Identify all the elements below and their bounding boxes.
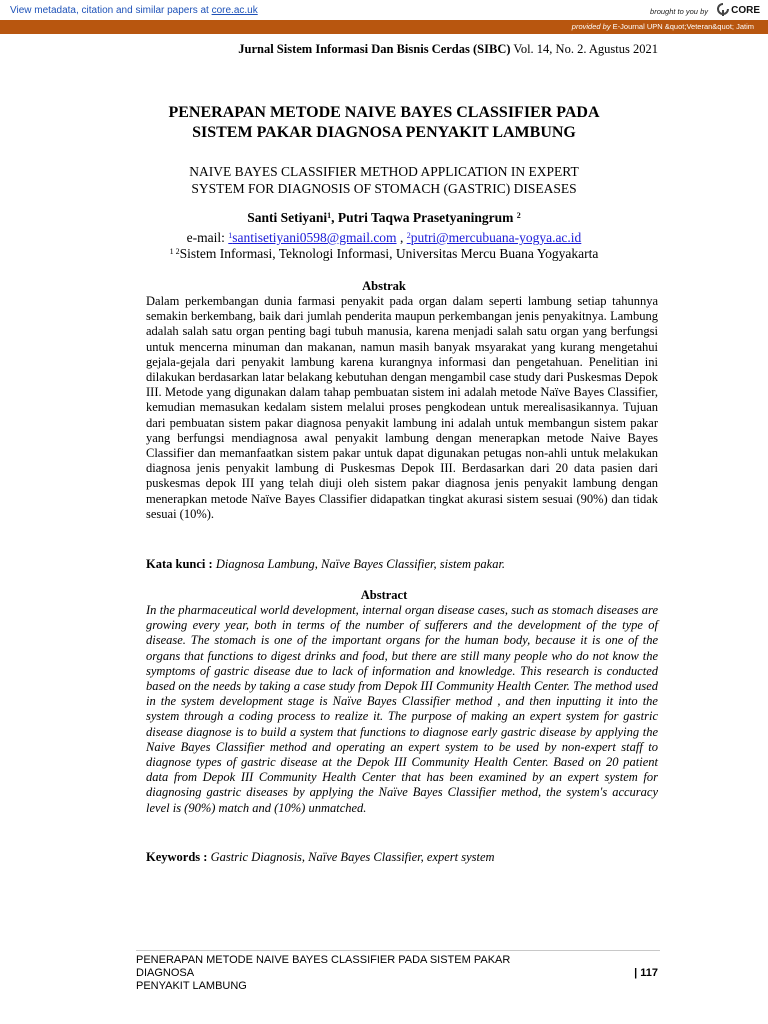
affiliation: [100, 246, 668, 262]
kata-kunci-text: Diagnosa Lambung, Naïve Bayes Classifier, sistem pakar.: [215, 557, 506, 571]
author-1-sup: 1: [327, 211, 332, 220]
core-metadata-text: [10, 5, 258, 16]
paper-title-line2: SISTEM PAKAR DIAGNOSA PENYAKIT LAMBUNG: [192, 124, 576, 141]
email-separator: ,: [396, 230, 407, 245]
footer-line1: PENERAPAN METODE NAIVE BAYES CLASSIFIER PADA SISTEM PAKAR DIAGNOSA: [136, 954, 511, 979]
keywords-text: Gastric Diagnosis, Naïve Bayes Classifier, expert system: [210, 850, 495, 864]
english-title-line1: NAIVE BAYES CLASSIFIER METHOD APPLICATION IN EXPERT: [189, 164, 579, 179]
affiliation-text: Sistem Informasi, Teknologi Informasi, Universitas Mercu Buana Yogyakarta: [179, 246, 599, 261]
author-separator: ,: [331, 210, 338, 225]
core-logo[interactable]: [717, 2, 760, 18]
abstrak-heading: Abstrak: [362, 279, 406, 293]
email-link-1[interactable]: [228, 230, 396, 245]
journal-name: Jurnal Sistem Informasi Dan Bisnis Cerdas (SIBC): [238, 42, 511, 56]
core-metadata-label: View metadata, citation and similar papers at: [10, 5, 212, 16]
keywords-label: Keywords :: [146, 850, 211, 864]
paper-english-title: [100, 163, 668, 197]
abstract-heading: Abstract: [360, 588, 408, 602]
author-2-sup: 2: [516, 211, 521, 220]
core-header: [0, 0, 768, 20]
email-2-text: putri@mercubuana-yogya.ac.id: [410, 230, 582, 245]
email-label: e-mail:: [186, 230, 229, 245]
journal-issue: Vol. 14, No. 2. Agustus 2021: [510, 42, 658, 56]
paper-title: [100, 103, 668, 143]
footer-divider: [136, 950, 660, 951]
core-provided-bar: [0, 20, 768, 34]
paper-title-line1: PENERAPAN METODE NAIVE BAYES CLASSIFIER PADA: [168, 104, 600, 121]
page-number: | 117: [634, 967, 658, 979]
abstrak-body: Dalam perkembangan dunia farmasi penyakit pada organ dalam seperti lambung setiap tahunnya semakin berkembang, baik dari jumlah penderita maupun perkembangan jenis penyakitnya. Lambung adalah salah satu organ penting bagi tubuh manusia, karena menjadi salah satu organ yang berfungsi untuk mencerna minuman dan makanan, namun masih banyak msyarakat yang kurang mengetahui gejala-gejala dari penyakit lambung karena kurangnya informasi dan pengetahuan. Penelitian ini dilakukan berdasarkan latar belakang kebutuhan dengan mengambil case study dari Puskesmas Depok III. Metode yang digunakan dalam tahap pembuatan sistem ini adalah metode Naïve Bayes Classifier, kemudian memasukan kedalam sistem melalui proses pengkodean untuk merealisasikannya. Tujuan dari pembuatan sistem pakar diagnosa penyakit lambung ini adalah untuk membangun sistem pakar yang berfungsi mendiagnosa awal penyakit lambung dengan menerapkan metode Naive Bayes Classifier dan memanfaatkan sistem pakar untuk dapat digunakan petugas non-ahli untuk melakukan diagnosa jenis penyakit lambung di Puskesmas Depok III. Berdasarkan dari 20 data pasien dari puskesmas depok III yang telah diuji oleh sistem pakar diagnosa jenis penyakit lambung dengan menerapkan metode Naïve Bayes Classifier didapatkan tingkat akurasi sistem sesuai (90%) dan tidak sesuai (10%).: [146, 294, 658, 521]
kata-kunci-label: Kata kunci :: [146, 557, 216, 571]
email-2-sup: 2: [406, 231, 411, 240]
footer-line2: PENYAKIT LAMBUNG: [136, 980, 247, 992]
core-link[interactable]: core.ac.uk: [211, 5, 258, 16]
core-logo-icon: [717, 3, 729, 17]
author-1: Santi Setiyani: [247, 210, 328, 225]
brought-to-you-text: brought to you by: [650, 7, 708, 16]
provided-by-text: [572, 22, 754, 31]
page-footer: [136, 954, 556, 993]
email-1-text: santisetiyani0598@gmail.com: [232, 230, 397, 245]
english-title-line2: SYSTEM FOR DIAGNOSIS OF STOMACH (GASTRIC) DISEASES: [191, 181, 577, 196]
core-logo-text: CORE: [731, 4, 760, 16]
keywords: [146, 850, 658, 865]
abstract-body: In the pharmaceutical world development, internal organ disease cases, such as stomach diseases are growing every year, both in terms of the number of sufferers and the development of the type of disease. The stomach is one of the important organs for the human body, because it is one of the organs that functions to digest drinks and food, but there are still many people who do not know the symptoms of gastric disease due to lack of information and knowledge. This research is conducted based on the needs by taking a case study from Depok III Community Health Center. The method used in the system development stage is Naïve Bayes Classifier method , and then inputting it into the system through a coding process to realize it. The purpose of making an expert system for gastric disease diagnose is to build a system that functions to diagnose early gastric disease by applying the Naive Bayes Classifier method and operating an expert system to be used by non-expert staff to diagnose types of gastric disease at the Depok III Community Health Center. Based on 20 patient data from Depok III Community Health Center that has been examined by an expert system for diagnosing gastric diseases by applying the Naïve Bayes Classifier method, the system's accuracy level is (90%) match and (10%) unmatched.: [146, 603, 658, 815]
email-1-sup: 1: [228, 231, 233, 240]
kata-kunci: [146, 557, 658, 572]
author-list: [100, 210, 668, 226]
affiliation-sup: 1 2: [169, 247, 180, 256]
journal-header: [0, 42, 658, 57]
provider-name: E-Journal UPN &quot;Veteran&quot; Jatim: [610, 22, 754, 31]
provided-by-label: provided by: [571, 22, 611, 31]
email-link-2[interactable]: [407, 230, 582, 245]
email-line: [100, 230, 668, 246]
author-2: Putri Taqwa Prasetyaningrum: [337, 210, 517, 225]
